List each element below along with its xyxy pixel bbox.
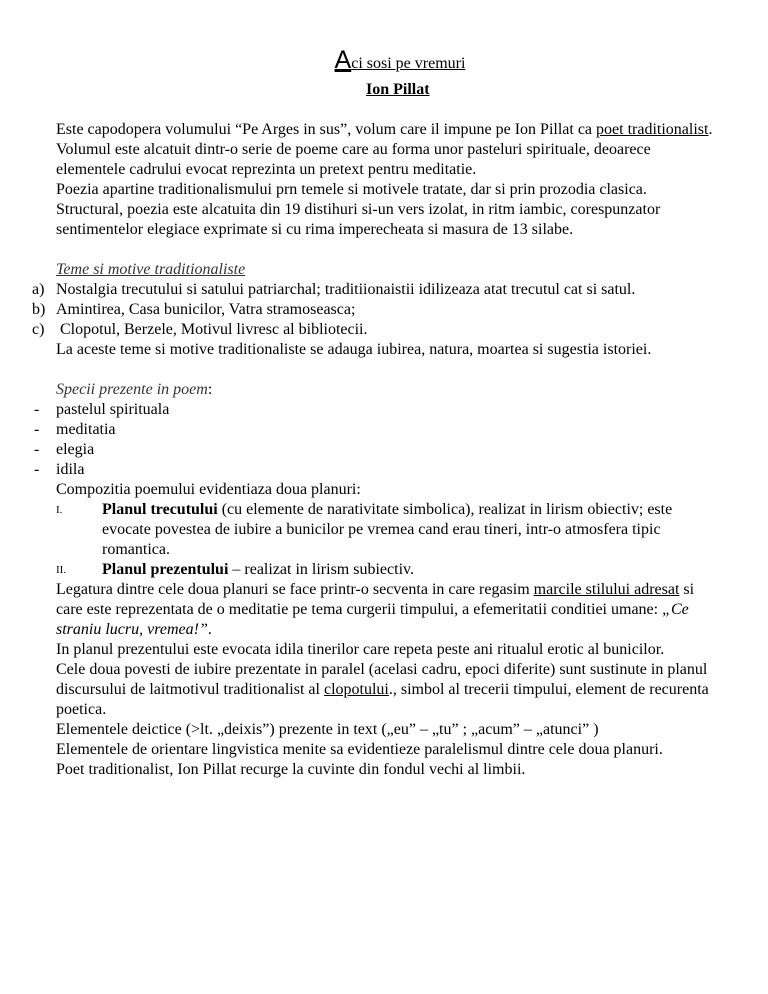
themes-item-text: Nostalgia trecutului si satului patriarchal; traditiionaistii idilizeaza atat trecutul cat si satul. [56, 281, 636, 298]
themes-heading [56, 260, 716, 280]
plan-present-marker: II. [56, 564, 67, 576]
spacer [56, 240, 716, 260]
traditionalism-paragraph: Poezia apartine traditionalismului prn temele si motivele tratate, dar si prin prozodia clasica. [56, 181, 647, 198]
bell-paragraph [56, 660, 716, 720]
title-rest: ci sosi pe vremuri [351, 55, 466, 72]
species-item-text: elegia [56, 441, 95, 458]
species-item-marker: - [34, 461, 40, 478]
deictic-paragraph: Elementele deictice (>lt. „deixis”) prezente in text („eu” – „tu” ; „acum” – „atunci” ) [56, 721, 599, 738]
link-quote: „Ce straniu lucru, vremea!” [56, 601, 689, 638]
themes-heading-text: Teme si motive traditionaliste [56, 261, 246, 278]
species-item-text: idila [56, 461, 85, 478]
species-item-text: meditatia [56, 421, 116, 438]
species-item-marker: - [34, 421, 40, 438]
spacer [56, 360, 716, 380]
themes-item-text: Amintirea, Casa bunicilor, Vatra stramoseasca; [56, 301, 356, 318]
link-text-start: Legatura dintre cele doua planuri se face printr-o secventa in care regasim [56, 581, 534, 598]
plan-past-title: Planul trecutului [102, 501, 218, 518]
volume-paragraph: Volumul este alcatuit dintr-o serie de poeme care au forma unor pasteluri spirituale, deoarece elementele cadrului evocat reprezinta un pretext pentru meditatie. [56, 141, 651, 178]
present-plan-paragraph: In planul prezentului este evocata idila tinerilor care repeta peste ani ritualul erotic al bunicilor. [56, 641, 665, 658]
orientation-paragraph: Elementele de orientare lingvistica menite sa evidentieze paralelismul dintre cele doua planuri. [56, 741, 663, 758]
themes-item-marker: a) [32, 281, 45, 298]
species-item-marker: - [34, 441, 40, 458]
species-item [34, 460, 716, 480]
themes-item-marker: b) [32, 301, 46, 318]
plan-present-title: Planul prezentului [102, 561, 229, 578]
intro-period: . [708, 121, 713, 138]
vocabulary-paragraph: Poet traditionalist, Ion Pillat recurge la cuvinte din fondul vechi al limbii. [56, 761, 526, 778]
plan-past [56, 500, 716, 560]
plan-present-text: – realizat in lirism subiectiv. [228, 561, 414, 578]
title-initial: A [334, 46, 352, 74]
composition-intro: Compozitia poemului evidentiaza doua planuri: [56, 481, 361, 498]
species-item [34, 440, 716, 460]
species-heading [56, 380, 716, 400]
page-title [0, 48, 768, 76]
species-item [34, 400, 716, 420]
themes-item [32, 300, 716, 320]
themes-item [32, 320, 716, 340]
themes-item [32, 280, 716, 300]
structure-paragraph: Structural, poezia este alcatuita din 19 distihuri si-un vers izolat, in ritm iambic, corespunzator sentimentelor elegiace exprimate si cu rima imperecheata si masura de 13 silabe. [56, 201, 661, 238]
intro-underlined: poet traditionalist [596, 121, 709, 138]
link-underlined: marcile stilului adresat [533, 581, 680, 598]
themes-after: La aceste teme si motive traditionaliste se adauga iubirea, natura, moartea si sugestia istoriei. [56, 341, 652, 358]
author-name: Ion Pillat [366, 81, 430, 98]
link-text-mid: si care este reprezentata de o meditatie pe tema curgerii timpului, a efemeritatii conditiei umane: [56, 581, 695, 618]
species-item-text: pastelul spirituala [56, 401, 170, 418]
themes-item-marker: c) [32, 321, 45, 338]
species-heading-text: Specii prezente in poem [56, 381, 208, 398]
intro-text: Este capodopera volumului “Pe Arges in sus”, volum care il impune pe Ion Pillat ca [56, 121, 593, 138]
bell-underlined: clopotului [323, 681, 389, 698]
species-item-marker: - [34, 401, 40, 418]
document-body [32, 120, 716, 780]
species-heading-colon: : [207, 381, 213, 398]
link-text-end: . [207, 621, 212, 638]
plan-past-text: (cu elemente de narativitate simbolica), realizat in lirism obiectiv; este evocate povestea de iubire a bunicilor pe vremea cand erau tineri, intr-o atmosfera tipic romantica. [102, 501, 673, 558]
link-paragraph [56, 580, 716, 640]
plan-past-marker: I. [56, 504, 63, 516]
bell-text-start: Cele doua povesti de iubire prezentate in paralel (acelasi cadru, epoci diferite) sunt sustinute in planul discursului de laitmotivul traditionalist al [56, 661, 708, 698]
themes-item-text: Clopotul, Berzele, Motivul livresc al bibliotecii. [56, 321, 368, 338]
plan-present [56, 560, 716, 580]
species-item [34, 420, 716, 440]
bell-text-end: ., simbol al trecerii timpului, element de recurenta poetica. [56, 681, 709, 718]
intro-paragraph [56, 120, 716, 140]
